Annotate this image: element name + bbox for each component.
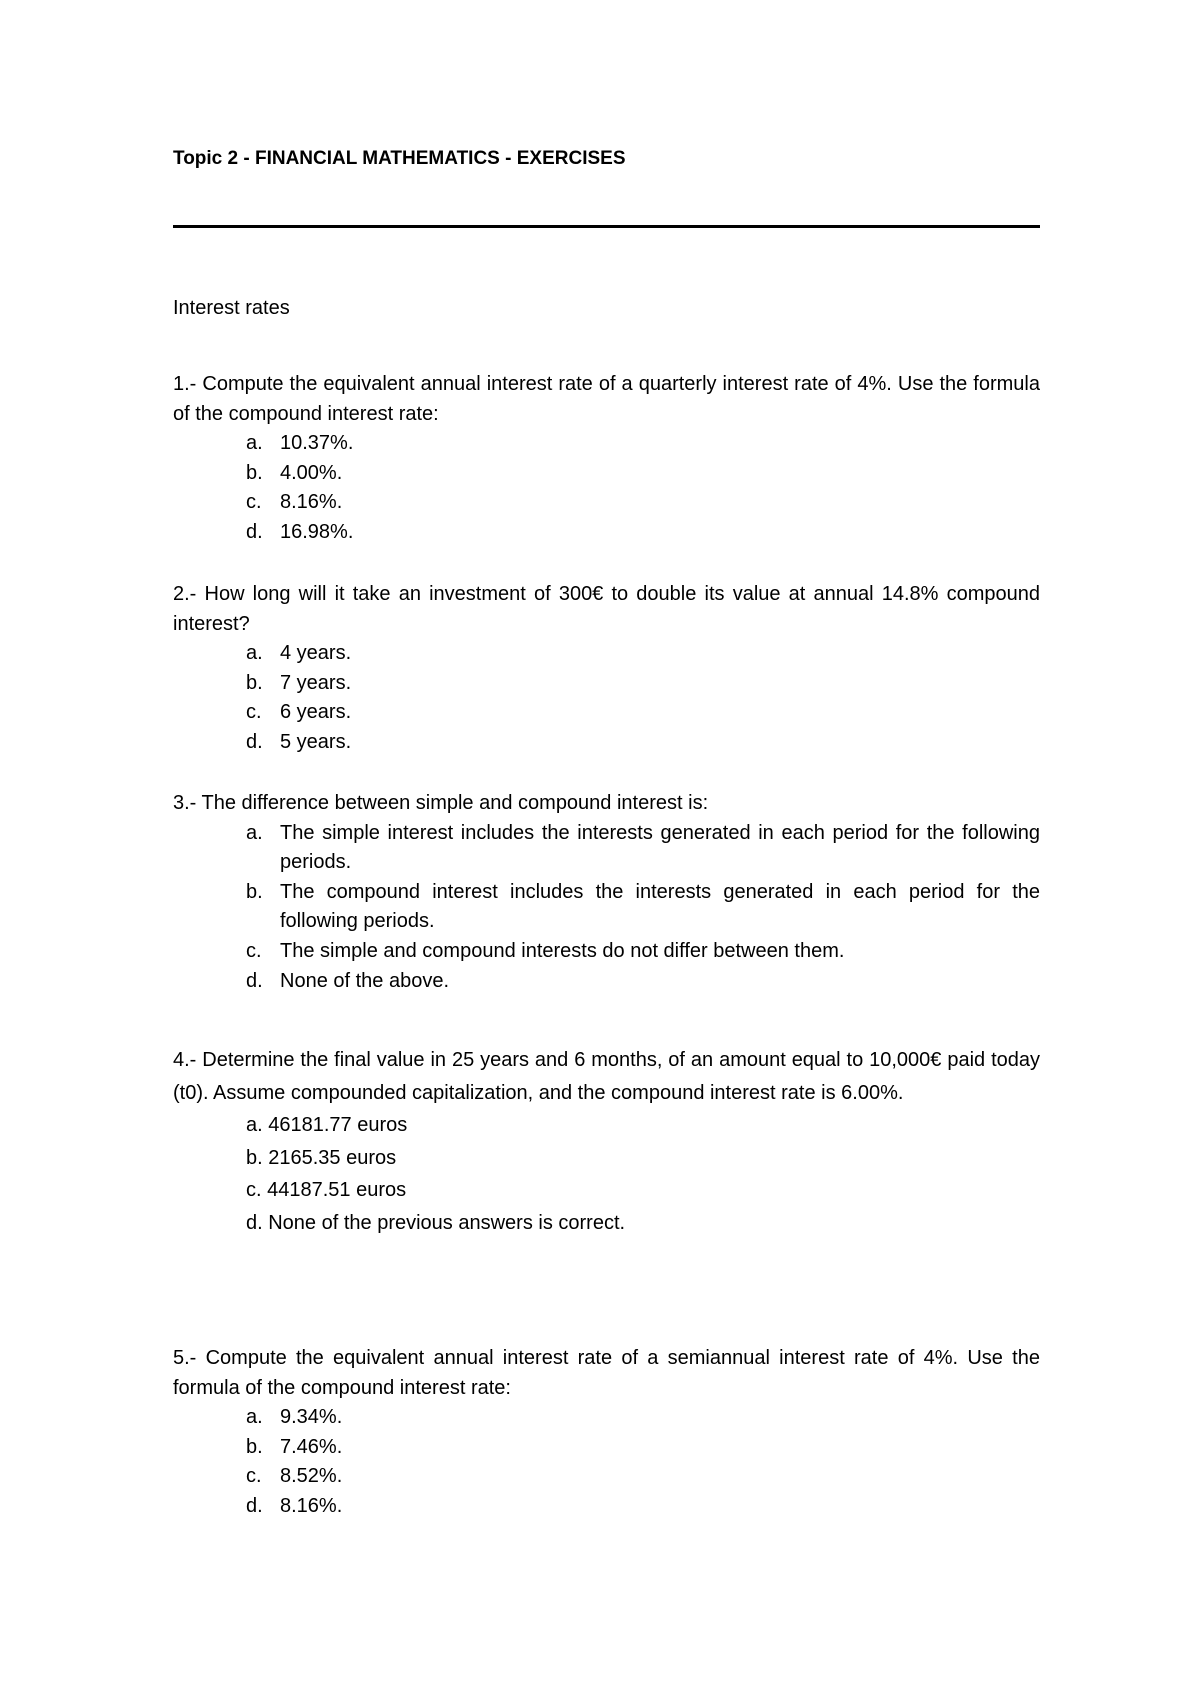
- option-letter: d.: [246, 730, 263, 753]
- option-letter: b.: [246, 671, 263, 694]
- option-d: d. None of the previous answers is correct.: [246, 1211, 626, 1234]
- option-letter: a.: [246, 642, 263, 665]
- option-letter: a.: [246, 432, 263, 455]
- options-list: [173, 639, 1040, 757]
- option-c: [173, 937, 1040, 967]
- title-divider: [173, 225, 1040, 228]
- option-text: 4 years.: [280, 642, 352, 665]
- option-b: [173, 1433, 1040, 1463]
- section-heading: Interest rates: [173, 297, 290, 319]
- option-text: The compound interest includes the interests generated in each period for the following periods.: [280, 880, 1040, 933]
- question-text: 4.- Determine the final value in 25 years and 6 months, of an amount equal to 10,000€ paid today (t0). Assume compounded capitalization, and the compound interest rate is 6.00%.: [173, 1049, 1040, 1104]
- options-list: [173, 819, 1040, 997]
- option-letter: a.: [246, 1406, 263, 1429]
- option-c: c. 44187.51 euros: [246, 1179, 407, 1201]
- option-letter: c.: [246, 701, 262, 724]
- document-title: Topic 2 - FINANCIAL MATHEMATICS - EXERCISES: [173, 148, 626, 169]
- option-letter: b.: [246, 880, 263, 903]
- option-c: [173, 1462, 1040, 1492]
- option-b: [173, 459, 1040, 489]
- option-text: None of the above.: [280, 969, 450, 992]
- question-text: 1.- Compute the equivalent annual interest rate of a quarterly interest rate of 4%. Use the formula of the compound interest rate:: [173, 373, 1040, 425]
- option-letter: c.: [246, 491, 262, 514]
- option-d: [173, 1492, 1040, 1522]
- option-a: a. 46181.77 euros: [246, 1114, 408, 1136]
- option-text: 7.46%.: [280, 1435, 343, 1458]
- option-letter: b.: [246, 461, 263, 484]
- option-text: 6 years.: [280, 701, 352, 724]
- option-text: The simple and compound interests do not differ between them.: [280, 939, 845, 962]
- option-text: The simple interest includes the interests generated in each period for the following periods.: [280, 821, 1040, 874]
- option-text: 9.34%.: [280, 1406, 343, 1429]
- option-d: [173, 967, 1040, 997]
- option-text: 8.16%.: [280, 1494, 343, 1517]
- option-text: 7 years.: [280, 671, 352, 694]
- option-text: 8.52%.: [280, 1465, 343, 1488]
- option-letter: b.: [246, 1435, 263, 1458]
- options-list: [173, 429, 1040, 547]
- option-letter: d.: [246, 969, 263, 992]
- option-letter: d.: [246, 520, 263, 543]
- option-d: [173, 518, 1040, 548]
- options-list: [173, 1109, 1040, 1239]
- options-list: [173, 1403, 1040, 1521]
- question-3: [173, 789, 1040, 996]
- document-page: [173, 0, 1040, 1698]
- option-c: [173, 488, 1040, 518]
- option-letter: c.: [246, 1465, 262, 1488]
- option-text: 5 years.: [280, 730, 352, 753]
- option-a: [173, 819, 1040, 878]
- option-c: [173, 698, 1040, 728]
- option-text: 8.16%.: [280, 491, 343, 514]
- option-text: 16.98%.: [280, 520, 354, 543]
- question-2: [173, 580, 1040, 758]
- option-d: [173, 728, 1040, 758]
- question-text: 2.- How long will it take an investment of 300€ to double its value at annual 14.8% compound interest?: [173, 583, 1040, 635]
- option-b: [173, 878, 1040, 937]
- option-text: 10.37%.: [280, 432, 354, 455]
- question-text: 3.- The difference between simple and compound interest is:: [173, 792, 709, 814]
- option-letter: d.: [246, 1494, 263, 1517]
- option-text: 4.00%.: [280, 461, 343, 484]
- question-4: [173, 1044, 1040, 1239]
- question-text: 5.- Compute the equivalent annual interest rate of a semiannual interest rate of 4%. Use the formula of the compound interest rate:: [173, 1347, 1040, 1399]
- option-a: [173, 429, 1040, 459]
- option-a: [173, 1403, 1040, 1433]
- option-b: b. 2165.35 euros: [246, 1146, 397, 1169]
- question-1: [173, 370, 1040, 548]
- option-a: [173, 639, 1040, 669]
- option-b: [173, 669, 1040, 699]
- question-5: [173, 1344, 1040, 1522]
- option-letter: c.: [246, 939, 262, 962]
- option-letter: a.: [246, 821, 263, 844]
